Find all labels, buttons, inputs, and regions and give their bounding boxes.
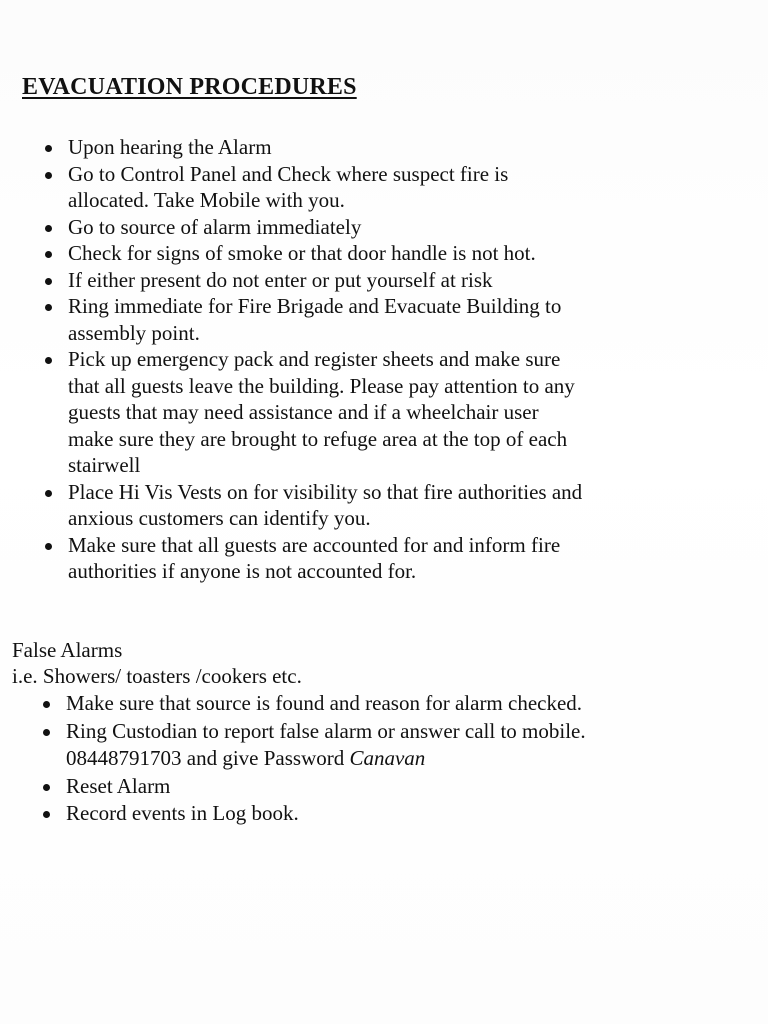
list-item-text: authorities if anyone is not accounted for. <box>68 559 417 583</box>
list-item <box>38 718 718 773</box>
list-item-text: Upon hearing the Alarm <box>68 135 272 159</box>
list-item-text: allocated. Take Mobile with you. <box>68 188 345 212</box>
list-item-text: Reset Alarm <box>66 773 171 798</box>
list-item-text: make sure they are brought to refuge area at the top of each <box>68 426 568 451</box>
list-item <box>40 214 680 241</box>
password-value: Canavan <box>349 746 426 770</box>
list-item-text: Record events in Log book. <box>66 801 299 825</box>
list-item-text: guests that may need assistance and if a wheelchair user <box>68 400 539 424</box>
bullet-icon <box>45 490 52 497</box>
evacuation-procedures-list <box>40 134 680 585</box>
list-item <box>40 532 680 585</box>
list-item-text: Ring immediate for Fire Brigade and Evacuate Building to <box>68 294 562 318</box>
list-item-text: Pick up emergency pack and register sheets and make sure <box>68 347 561 371</box>
list-item-text: that all guests leave the building. Please pay attention to any <box>68 373 575 398</box>
custodian-phone-text: 08448791703 and give Password <box>66 746 350 770</box>
list-item-text: Make sure that source is found and reason for alarm checked. <box>66 691 583 715</box>
list-item-text: Check for signs of smoke or that door handle is not hot. <box>68 241 536 265</box>
false-alarms-list <box>38 690 718 828</box>
bullet-icon <box>43 811 50 818</box>
bullet-icon <box>43 729 50 736</box>
list-item-text: anxious customers can identify you. <box>68 506 371 530</box>
list-item-text: Make sure that all guests are accounted for and inform fire <box>68 532 561 557</box>
list-item-text: Place Hi Vis Vests on for visibility so that fire authorities and <box>68 479 583 504</box>
list-item <box>40 161 680 214</box>
list-item <box>40 240 680 267</box>
list-item <box>40 267 680 294</box>
list-item <box>40 134 680 161</box>
list-item-text: Go to Control Panel and Check where suspect fire is <box>68 161 509 186</box>
bullet-icon <box>45 278 52 285</box>
list-item-text: Go to source of alarm immediately <box>68 214 362 239</box>
list-item <box>38 800 718 828</box>
list-item-text: Ring Custodian to report false alarm or answer call to mobile. <box>66 718 586 743</box>
bullet-icon <box>45 304 52 311</box>
list-item-text: stairwell <box>68 453 141 477</box>
bullet-icon <box>45 357 52 364</box>
bullet-icon <box>43 784 50 791</box>
bullet-icon <box>45 543 52 550</box>
list-item <box>40 293 680 346</box>
false-alarms-examples: i.e. Showers/ toasters /cookers etc. <box>12 664 302 688</box>
page-title: EVACUATION PROCEDURES <box>22 74 357 100</box>
list-item <box>38 690 718 718</box>
bullet-icon <box>45 251 52 258</box>
list-item <box>40 479 680 532</box>
list-item-text: If either present do not enter or put yourself at risk <box>68 267 493 292</box>
list-item <box>38 773 718 801</box>
bullet-icon <box>43 701 50 708</box>
false-alarms-heading: False Alarms <box>12 638 123 662</box>
list-item-text: assembly point. <box>68 320 200 345</box>
bullet-icon <box>45 172 52 179</box>
bullet-icon <box>45 225 52 232</box>
bullet-icon <box>45 145 52 152</box>
list-item-text-line <box>66 745 718 773</box>
list-item <box>40 346 680 479</box>
